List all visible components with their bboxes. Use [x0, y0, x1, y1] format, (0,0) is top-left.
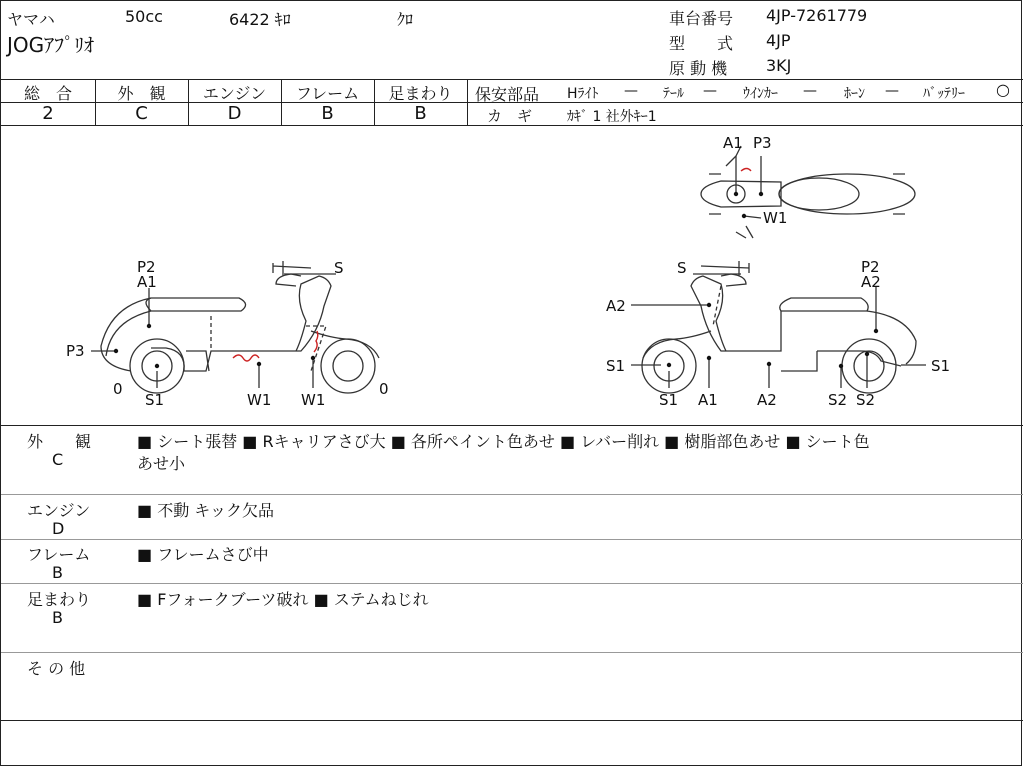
notes-exterior-label: 外 観 [27, 432, 92, 451]
left-label-s: S [334, 259, 344, 277]
notes-frame-text: ■ フレームさび中 [137, 545, 269, 564]
notes-exterior-line1: ■ シート張替 ■ Rキャリアさび大 ■ 各所ペイント色あせ ■ レバー削れ ■ 樹脂部色あせ ■ シート色 [137, 432, 870, 451]
notes-suspension-text: ■ Fフォークブーツ破れ ■ ステムねじれ [137, 590, 429, 609]
suspension-grade: B [414, 103, 427, 124]
notes-exterior-line2: あせ小 [137, 454, 186, 473]
safety-battery-value: ○ [996, 80, 1010, 99]
right-label-s1-bottom: S1 [659, 391, 679, 409]
right-label-a2-top: A2 [861, 273, 881, 291]
suspension-label: 足まわり [388, 84, 453, 103]
type-label: 型 式 [669, 34, 734, 53]
engine-model-value: 3KJ [766, 56, 792, 75]
left-label-a1: A1 [137, 273, 157, 291]
safety-battery: ﾊﾞｯﾃﾘｰ [923, 86, 965, 102]
left-label-w1-b: W1 [301, 391, 326, 409]
color: ｸﾛ [397, 10, 414, 29]
right-label-s1-left: S1 [606, 357, 626, 375]
notes-suspension-grade: B [52, 608, 63, 627]
damage-mark-stem [314, 331, 318, 352]
displacement: 50cc [125, 7, 163, 26]
right-label-p2: P2 [861, 258, 880, 276]
left-label-p3: P3 [66, 342, 85, 360]
right-label-s1-right: S1 [931, 357, 951, 375]
notes-suspension-label: 足まわり [27, 590, 92, 609]
right-label-s2-a: S2 [828, 391, 848, 409]
key-value: ｶｷﾞ 1 社外ｷｰ1 [567, 109, 657, 125]
right-label-a2-bottom: A2 [757, 391, 777, 409]
safety-label: 保安部品 [475, 85, 540, 104]
safety-winker: ｳｲﾝｶｰ [743, 86, 778, 102]
model-name: JOGｱﾌﾟﾘｵ [7, 33, 95, 57]
left-label-zero-front: 0 [113, 380, 123, 398]
left-label-s1: S1 [145, 391, 165, 409]
engine-grade: D [227, 103, 242, 124]
maker: ヤマハ [7, 10, 55, 29]
notes-frame-grade: B [52, 563, 63, 582]
notes-engine-text: ■ 不動 キック欠品 [137, 501, 274, 520]
safety-horn-value: — [885, 83, 899, 99]
left-label-w1-a: W1 [247, 391, 272, 409]
safety-taillight-value: — [703, 83, 717, 99]
exterior-grade: C [135, 103, 148, 124]
safety-winker-value: — [803, 83, 817, 99]
right-label-a2: A2 [606, 297, 626, 315]
notes-engine-grade: D [52, 519, 65, 538]
damage-mark-top [741, 169, 751, 172]
mileage: 6422 ｷﾛ [229, 10, 291, 29]
frame-grade: B [321, 103, 334, 124]
damage-mark-left [233, 355, 259, 361]
callout-lines [91, 156, 926, 388]
engine-label: エンジン [202, 84, 267, 103]
safety-headlight: Hﾗｲﾄ [567, 86, 599, 102]
top-label-a1: A1 [723, 134, 743, 152]
key-label: カ ギ [487, 107, 533, 125]
right-label-a1: A1 [698, 391, 718, 409]
right-label-s: S [677, 259, 687, 277]
notes-engine-label: エンジン [27, 501, 91, 520]
left-label-p2: P2 [137, 258, 156, 276]
engine-model-label: 原 動 機 [669, 59, 728, 78]
right-label-s2-b: S2 [856, 391, 876, 409]
top-view-scooter [701, 146, 915, 238]
frame-no-value: 4JP-7261779 [766, 6, 868, 25]
top-label-w1: W1 [763, 209, 788, 227]
scooter-damage-diagram [1, 126, 1023, 424]
top-label-p3: P3 [753, 134, 772, 152]
safety-taillight: ﾃｰﾙ [663, 86, 684, 102]
exterior-label: 外 観 [117, 84, 166, 103]
notes-other-label: そ の 他 [27, 659, 86, 678]
type-value: 4JP [766, 31, 791, 50]
notes-frame-label: フレーム [27, 545, 91, 564]
safety-headlight-value: — [624, 83, 638, 99]
safety-horn: ﾎｰﾝ [844, 86, 865, 102]
frame-label: フレーム [295, 84, 360, 103]
left-label-zero-rear: 0 [379, 380, 389, 398]
overall-grade: 2 [42, 103, 54, 124]
frame-no-label: 車台番号 [669, 9, 734, 28]
notes-exterior-grade: C [52, 450, 64, 469]
overall-label: 総 合 [23, 84, 72, 103]
